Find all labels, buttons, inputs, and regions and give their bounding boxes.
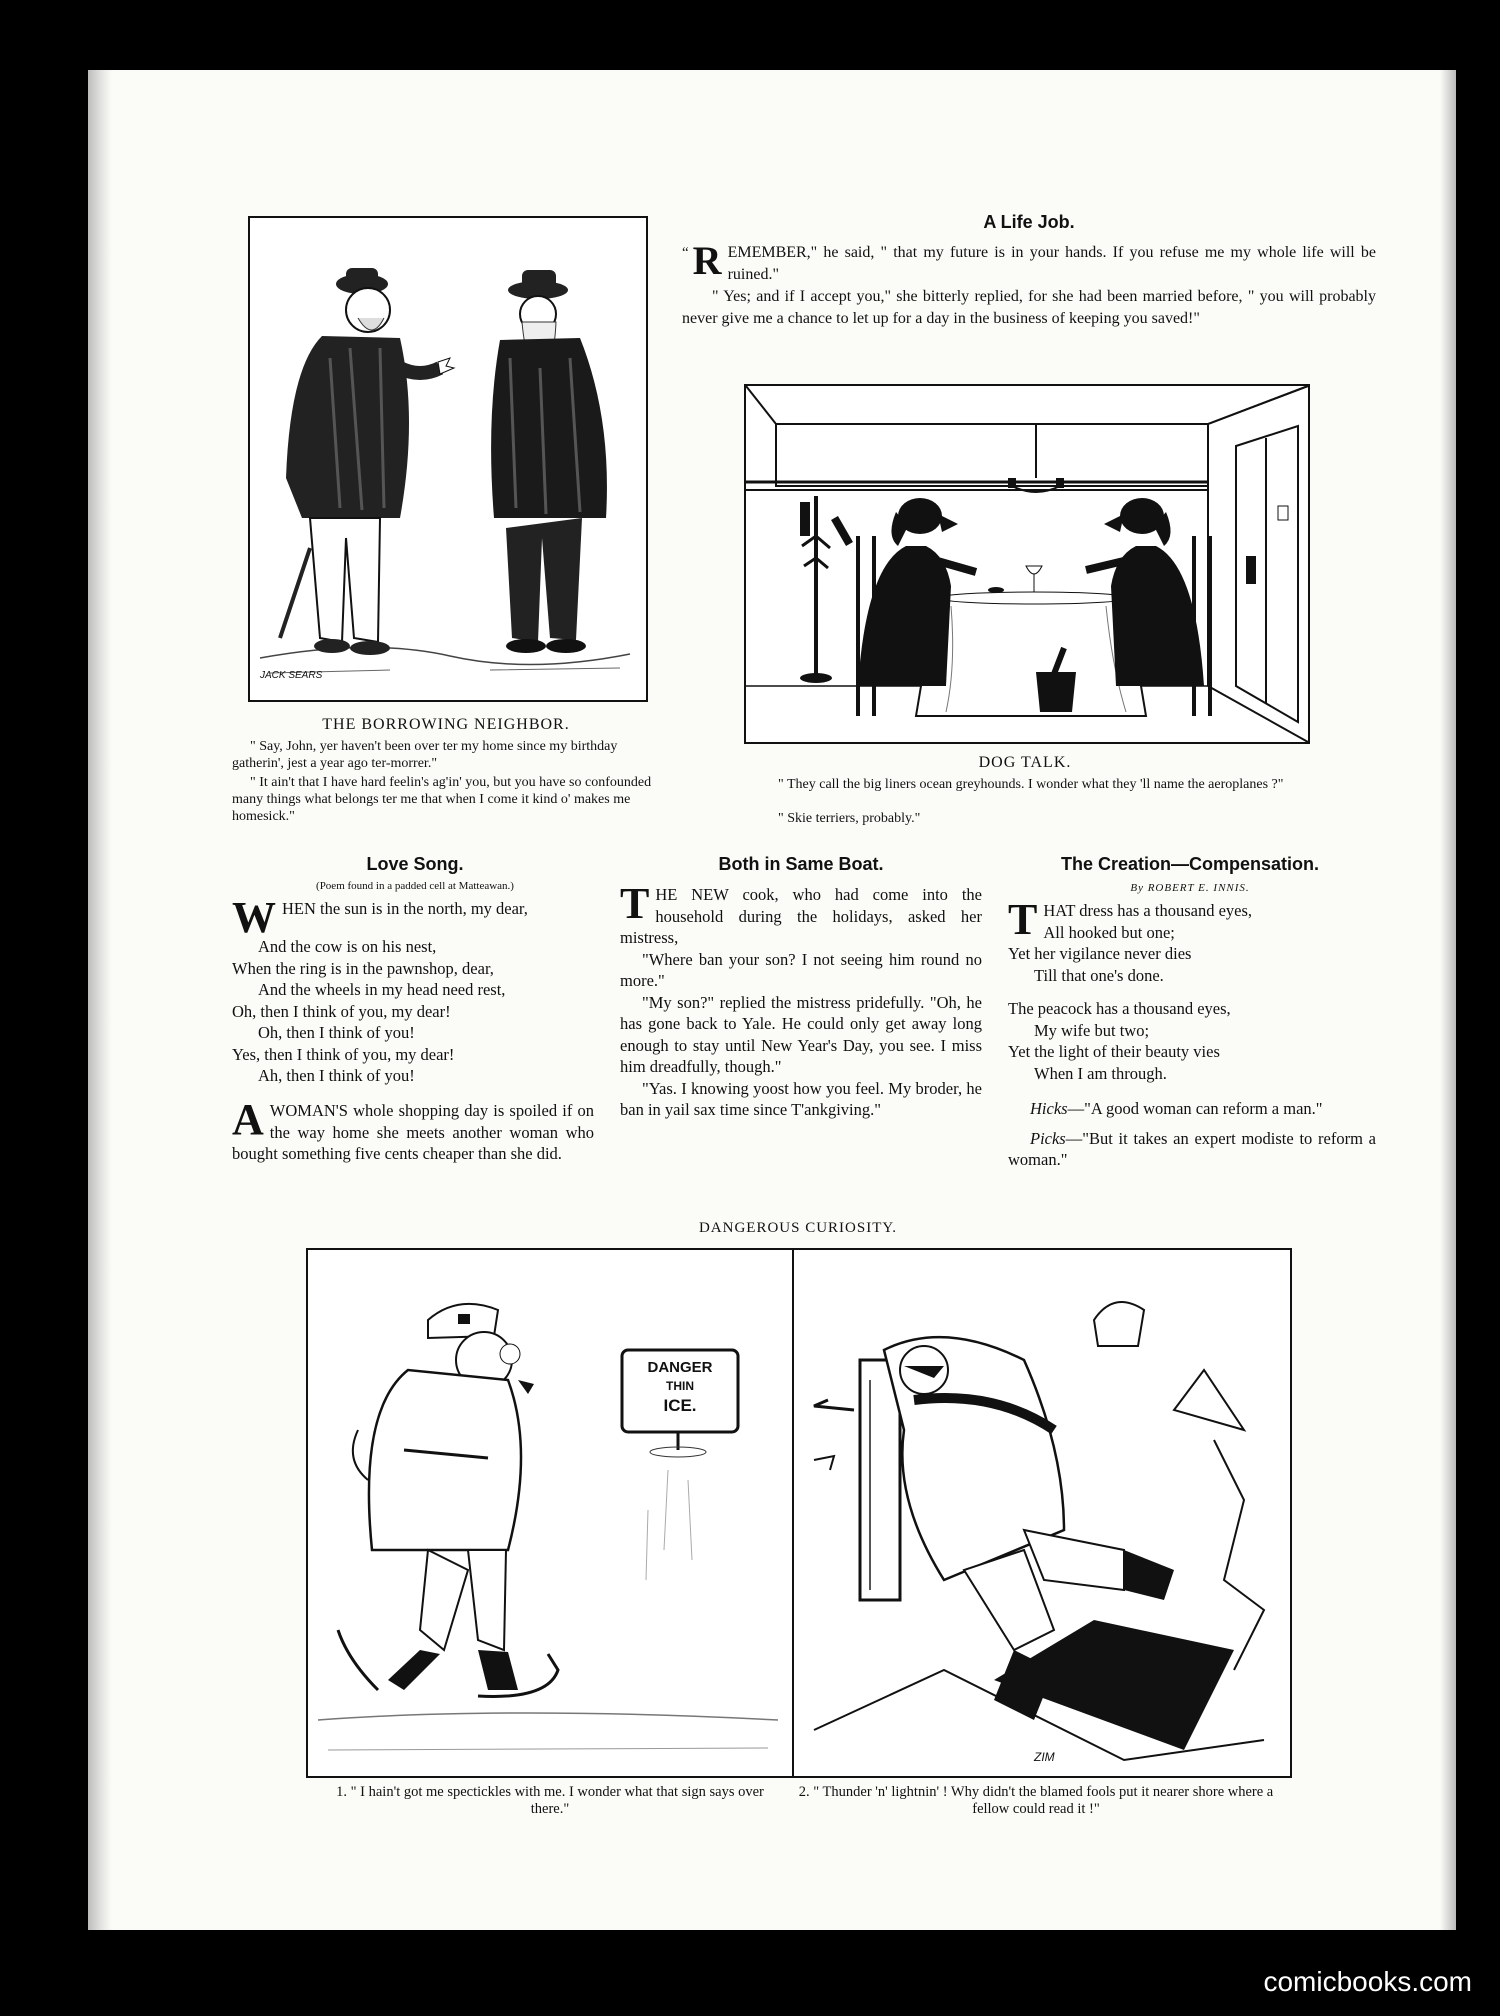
creation-s2-line-4: When I am through. — [1034, 1063, 1167, 1083]
site-watermark: comicbooks.com — [1263, 1966, 1472, 1997]
creation-s2-line-1: The peacock has a thousand eyes, — [1008, 999, 1231, 1018]
creation-title: The Creation—Compensation. — [1060, 854, 1320, 874]
shopping-paragraph — [232, 1095, 594, 1165]
picks-text: —"But it takes an expert modiste to reform a woman." — [1008, 1128, 1376, 1169]
same-boat-dropcap: T — [620, 879, 650, 928]
dangerous-caption-1: 1. " I hain't got me spectickles with me. I wonder what that sign says over there." — [336, 1784, 764, 1817]
danger-sign-line-2: THIN — [666, 1379, 694, 1393]
creation-s1-line-3: Yet her vigilance never dies — [1008, 944, 1192, 963]
same-boat-para-4: "Yas. I knowing yoost how you feel. My broder, he ban in yail sax time since T'ankgiving." — [620, 1078, 982, 1119]
dangerous-curiosity-title: DANGEROUS CURIOSITY. — [698, 1220, 898, 1236]
hicks-line — [1008, 1098, 1376, 1120]
dangerous-caption-2: 2. " Thunder 'n' lightnin' ! Why didn't the blamed fools put it nearer shore where a fellow could read it !" — [798, 1784, 1274, 1817]
page-spine-shadow — [88, 70, 112, 1930]
dog-talk-line-1: " They call the big liners ocean greyhounds. I wonder what they 'll name the aeroplanes ?" — [778, 777, 1284, 792]
life-job-dropcap: R — [692, 238, 722, 283]
creation-s2-line-2: My wife but two; — [1034, 1020, 1150, 1040]
life-job-para-2: " Yes; and if I accept you," she bitterly replied, for she had been married before, " you will probably never give me a chance to let up for a day in the business of keeping you saved!" — [682, 288, 1376, 327]
creation-s1-line-2: All hooked but one; — [1043, 922, 1175, 942]
creation-s2-line-3: Yet the light of their beauty vies — [1008, 1042, 1220, 1061]
shopping-dropcap: A — [232, 1095, 264, 1144]
life-job-title: A Life Job. — [983, 212, 1075, 232]
dangerous-panel-2 — [792, 1248, 1292, 1778]
love-song-line-8: Ah, then I think of you! — [258, 1066, 415, 1085]
love-song-dropcap: W — [232, 893, 276, 942]
love-song-poem — [232, 893, 598, 1087]
creation-s1-line-4: Till that one's done. — [1034, 965, 1164, 985]
love-song-line-4: And the wheels in my head need rest, — [258, 980, 506, 999]
same-boat-para-2: "Where ban your son? I not seeing him round no more." — [620, 949, 982, 990]
creation-poem — [1008, 895, 1376, 1171]
love-song-line-6: Oh, then I think of you! — [258, 1023, 415, 1042]
shopping-text: WOMAN'S whole shopping day is spoiled if on the way home she meets another woman who bought something five cents cheaper than she did. — [232, 1101, 594, 1163]
love-song-line-2: And the cow is on his nest, — [258, 937, 437, 956]
love-song-title: Love Song. — [366, 854, 464, 874]
picks-line — [1008, 1128, 1376, 1171]
life-job-text: “ R EMEMBER," he said, " that my future is in your hands. If you refuse me my whole life will be ruined." " Yes; and if I accept you," she bitterly replied, for she had been married before, " you will probably never give me a chance to let up for a day in the business of keeping you saved!" — [682, 242, 1376, 330]
danger-sign — [630, 1358, 730, 1415]
life-job-para-1: EMEMBER," he said, " that my future is in your hands. If you refuse me my whole life will be ruined." — [727, 244, 1376, 283]
picks-name: Picks — [1030, 1128, 1066, 1148]
same-boat-para-3: "My son?" replied the mistress pridefully. "Oh, he has gone back to Yale. He could only get away long enough to stay until New Year's Day, you see. I miss him dreadfully, though." — [620, 992, 982, 1076]
hicks-text: —"A good woman can reform a man." — [1067, 1099, 1323, 1118]
dog-talk-illustration — [744, 384, 1310, 744]
page-right-edge — [1440, 70, 1456, 1930]
same-boat-text — [620, 879, 982, 1121]
love-song-line-7: Yes, then I think of you, my dear! — [232, 1044, 455, 1064]
dog-talk-title: DOG TALK. — [978, 754, 1072, 771]
dog-talk-line-2: " Skie terriers, probably." — [778, 811, 921, 826]
creation-dropcap: T — [1008, 895, 1038, 944]
same-boat-para-1: HE NEW cook, who had come into the household during the holidays, asked her mistress, — [620, 885, 982, 947]
danger-sign-line-1: DANGER — [647, 1359, 713, 1376]
hicks-name: Hicks — [1030, 1099, 1068, 1118]
dangerous-panel-1 — [306, 1248, 794, 1778]
artist-signature-zim: ZIM — [1034, 1750, 1055, 1764]
artist-signature: JACK SEARS — [260, 670, 323, 681]
love-song-line-5: Oh, then I think of you, my dear! — [232, 1001, 451, 1021]
same-boat-title: Both in Same Boat. — [718, 854, 884, 874]
love-song-subtitle: (Poem found in a padded cell at Matteawan.) — [316, 880, 514, 892]
love-song-line-1: HEN the sun is in the north, my dear, — [282, 899, 528, 918]
borrowing-neighbor-illustration — [248, 216, 648, 702]
borrowing-neighbor-line-1: " Say, John, yer haven't been over ter my home since my birthday gatherin', jest a year ago ter-morrer." — [232, 739, 618, 771]
borrowing-neighbor-line-2: " It ain't that I have hard feelin's ag'in' you, but you have so confounded many things what belongs ter me that when I come it kind o' makes me homesick." — [232, 775, 652, 824]
love-song-line-3: When the ring is in the pawnshop, dear, — [232, 958, 494, 978]
borrowing-neighbor-title: THE BORROWING NEIGHBOR. — [322, 716, 570, 733]
creation-s1-line-1: HAT dress has a thousand eyes, — [1043, 901, 1253, 920]
danger-sign-line-3: ICE. — [663, 1396, 697, 1415]
creation-byline: By ROBERT E. INNIS. — [1130, 882, 1250, 894]
